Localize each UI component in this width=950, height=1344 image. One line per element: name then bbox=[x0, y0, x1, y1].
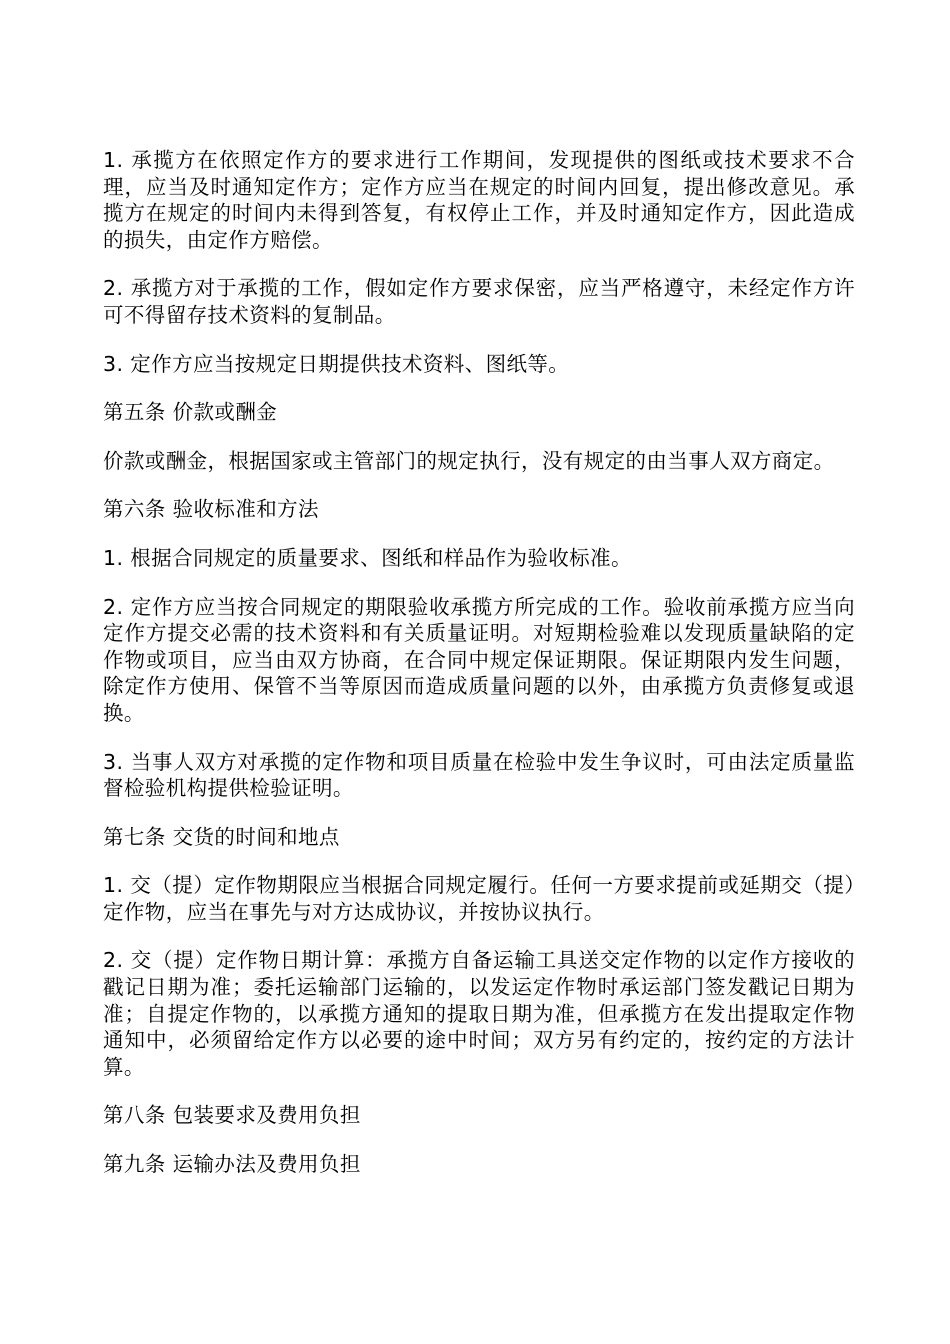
paragraph-clause-4-item-1: 1. 承揽方在依照定作方的要求进行工作期间，发现提供的图纸或技术要求不合理，应当及时通知定作方；定作方应当在规定的时间内回复，提出修改意见。承揽方在规定的时间内未得到答复，有权停止工作，并及时通知定作方，因此造成的损失，由定作方赔偿。 bbox=[103, 148, 855, 252]
heading-article-8: 第八条 包装要求及费用负担 bbox=[103, 1103, 361, 1128]
paragraph-article-5-body: 价款或酬金，根据国家或主管部门的规定执行，没有规定的由当事人双方商定。 bbox=[103, 448, 835, 473]
heading-article-9: 第九条 运输办法及费用负担 bbox=[103, 1152, 361, 1177]
heading-article-5: 第五条 价款或酬金 bbox=[103, 400, 278, 425]
paragraph-clause-4-item-3: 3. 定作方应当按规定日期提供技术资料、图纸等。 bbox=[103, 351, 570, 376]
document-page bbox=[103, 147, 855, 1200]
paragraph-article-6-item-3: 3. 当事人双方对承揽的定作物和项目质量在检验中发生争议时，可由法定质量监督检验机构提供检验证明。 bbox=[103, 749, 855, 801]
paragraph-article-6-item-2: 2. 定作方应当按合同规定的期限验收承揽方所完成的工作。验收前承揽方应当向定作方提交必需的技术资料和有关质量证明。对短期检验难以发现质量缺陷的定作物或项目，应当由双方协商，在合同中规定保证期限。保证期限内发生问题，除定作方使用、保管不当等原因而造成质量问题的以外，由承揽方负责修复或退换。 bbox=[103, 594, 855, 725]
paragraph-article-7-item-2: 2. 交（提）定作物日期计算：承揽方自备运输工具送交定作物的以定作方接收的戳记日期为准；委托运输部门运输的，以发运定作物时承运部门签发戳记日期为准；自提定作物的，以承揽方通知的提取日期为准，但承揽方在发出提取定作物通知中，必须留给定作方以必要的途中时间；双方另有约定的，按约定的方法计算。 bbox=[103, 948, 855, 1079]
heading-article-7: 第七条 交货的时间和地点 bbox=[103, 824, 340, 849]
paragraph-article-6-item-1: 1. 根据合同规定的质量要求、图纸和样品作为验收标准。 bbox=[103, 545, 632, 570]
heading-article-6: 第六条 验收标准和方法 bbox=[103, 497, 319, 522]
paragraph-clause-4-item-2: 2. 承揽方对于承揽的工作，假如定作方要求保密，应当严格遵守，未经定作方许可不得留存技术资料的复制品。 bbox=[103, 276, 855, 327]
paragraph-article-7-item-1: 1. 交（提）定作物期限应当根据合同规定履行。任何一方要求提前或延期交（提）定作物，应当在事先与对方达成协议，并按协议执行。 bbox=[103, 873, 855, 924]
